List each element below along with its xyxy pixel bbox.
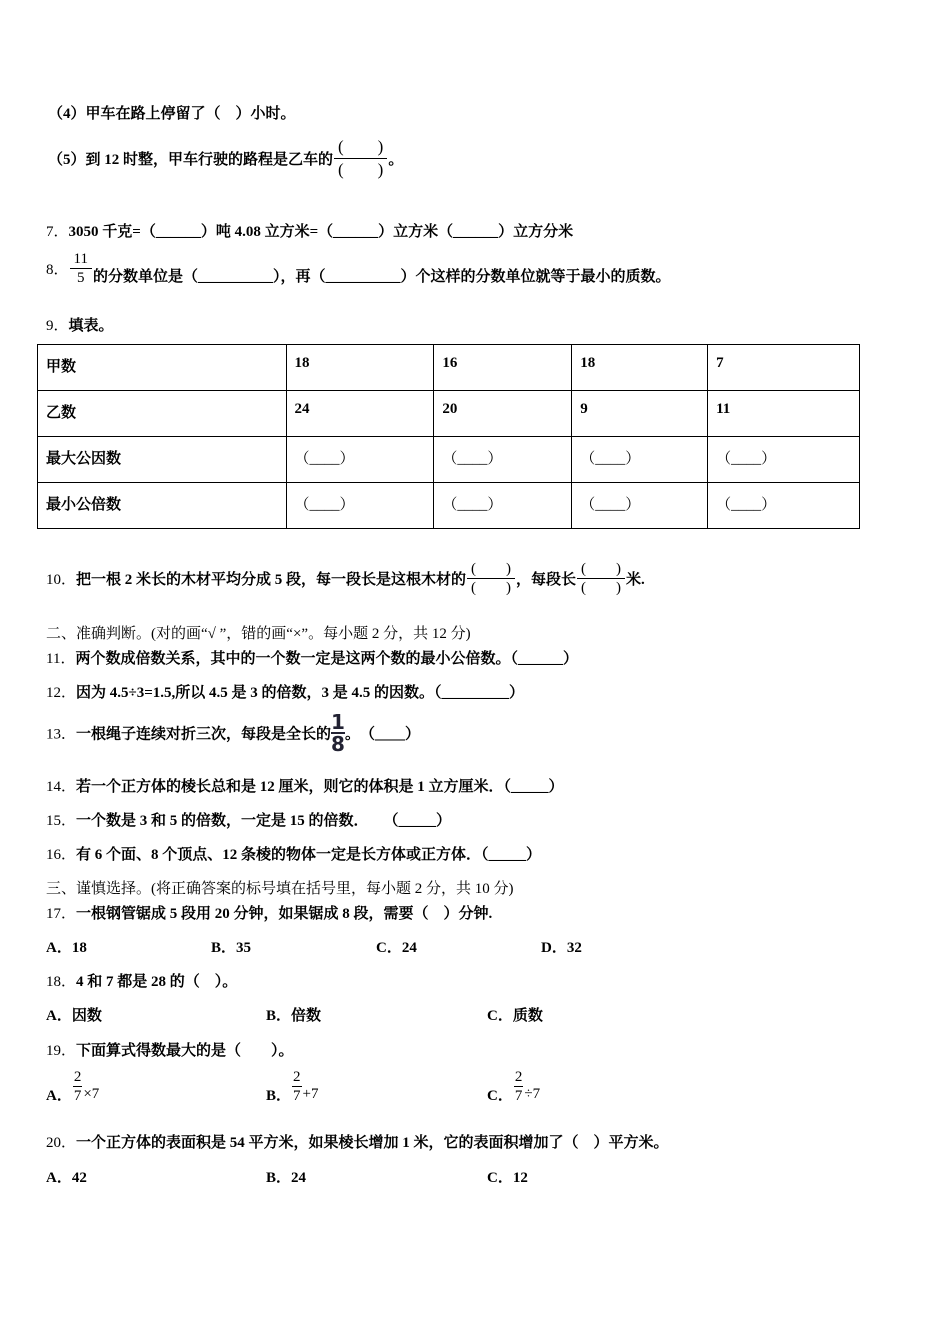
table-row — [38, 483, 860, 529]
q-number: 17． — [46, 906, 77, 922]
denominator: 7 — [73, 1088, 82, 1104]
q-text: 一根钢管锯成 5 段用 20 分钟，如果锯成 8 段，需要（ ）分钟. — [76, 906, 493, 922]
question-11 — [46, 647, 578, 668]
q-number: 10． — [46, 572, 77, 588]
fraction-2-7 — [514, 1068, 524, 1105]
q-text: 因为 4.5÷3=1.5,所以 4.5 是 3 的倍数，3 是 4.5 的因数。（_________） — [76, 685, 525, 701]
q-number: 20． — [46, 1135, 77, 1151]
row-header: 最小公倍数 — [38, 483, 287, 529]
table-cell[interactable]: （____） — [286, 483, 434, 529]
question-8 — [46, 250, 670, 287]
option-c[interactable] — [487, 1068, 540, 1105]
q-number: 7． — [46, 224, 69, 240]
denominator-blank: ( ) — [581, 580, 622, 596]
q-number: 19． — [46, 1043, 77, 1059]
q-text: 下面算式得数最大的是（ ）。 — [76, 1043, 294, 1059]
q6-part5 — [48, 136, 403, 181]
option-label: B． — [266, 1088, 292, 1104]
denominator-blank: ( ) — [338, 160, 384, 179]
numerator-blank: ( ) — [467, 560, 515, 579]
option-c[interactable]: C．12 — [487, 1170, 528, 1186]
numerator: 2 — [293, 1069, 301, 1085]
q-text: 一根绳子连续对折三次，每段是全长的 — [76, 726, 332, 743]
table-row — [38, 345, 860, 391]
q-number: 16． — [46, 847, 77, 863]
question-18 — [46, 970, 237, 991]
section-3-heading: 三、谨慎选择。(将正确答案的标号填在括号里，每小题 2 分，共 10 分) — [46, 881, 514, 897]
table-row — [38, 391, 860, 437]
option-a[interactable] — [46, 1068, 99, 1105]
q-text: 填表。 — [68, 318, 114, 334]
numerator: 1 — [331, 710, 345, 734]
numerator-blank: ( ) — [334, 136, 387, 159]
option-b[interactable] — [266, 1068, 318, 1105]
question-14 — [46, 775, 564, 796]
q-text: ，每段长 — [516, 572, 577, 588]
denominator-blank: ( ) — [471, 580, 512, 596]
q-text: 4 和 7 都是 28 的（ ）。 — [76, 974, 238, 990]
fraction-2-7 — [292, 1068, 302, 1105]
numerator-blank: ( ) — [577, 560, 625, 579]
q-number: 12． — [46, 685, 77, 701]
numerator: 11 — [70, 250, 92, 269]
table-cell: 24 — [286, 391, 434, 437]
q-text: 3050 千克=（______）吨 4.08 立方米=（______）立方米（______）立方分米 — [68, 224, 574, 240]
table-cell[interactable]: （____） — [572, 437, 708, 483]
option-b[interactable]: B．35 — [211, 940, 252, 956]
q-number: 13． — [46, 726, 77, 743]
question-20 — [46, 1131, 669, 1152]
option-label: C． — [487, 1088, 513, 1104]
denominator: 7 — [293, 1088, 301, 1104]
row-header: 甲数 — [38, 345, 287, 391]
q-text: 一个正方体的表面积是 54 平方米，如果棱长增加 1 米，它的表面积增加了（ ）平方米。 — [76, 1135, 669, 1151]
table-cell: 16 — [434, 345, 572, 391]
table-cell: 18 — [286, 345, 434, 391]
punct: 。 — [388, 152, 404, 168]
option-a[interactable]: A．18 — [46, 940, 87, 956]
q-number: 15． — [46, 813, 77, 829]
operation: ÷7 — [524, 1086, 541, 1102]
fill-table — [37, 344, 860, 529]
option-c[interactable]: C．质数 — [487, 1008, 543, 1024]
question-10 — [46, 560, 645, 597]
answer-fraction-blank[interactable] — [577, 560, 625, 597]
q-number: 14． — [46, 779, 77, 795]
q-text: 。 （____） — [344, 726, 420, 743]
q-text: 有 6 个面、8 个顶点、12 条棱的物体一定是长方体或正方体．（_____） — [76, 847, 542, 863]
q-number: 8． — [46, 262, 69, 278]
q-text: 两个数成倍数关系，其中的一个数一定是这两个数的最小公倍数。（______） — [75, 651, 578, 667]
table-cell[interactable]: （____） — [572, 483, 708, 529]
q-number: 9． — [46, 318, 69, 334]
denominator: 7 — [514, 1088, 523, 1104]
table-cell: 7 — [708, 345, 860, 391]
question-7 — [46, 220, 573, 241]
denominator: 8 — [331, 732, 345, 756]
question-17 — [46, 902, 492, 923]
operation: ×7 — [83, 1086, 100, 1102]
option-label: A． — [46, 1088, 72, 1104]
table-cell: 20 — [434, 391, 572, 437]
numerator: 2 — [73, 1069, 82, 1085]
fraction-2-7 — [73, 1068, 83, 1105]
option-b[interactable]: B．倍数 — [266, 1008, 322, 1024]
q-number: 18． — [46, 974, 77, 990]
q-number: 11． — [46, 651, 76, 667]
q-text: 一个数是 3 和 5 的倍数，一定是 15 的倍数． （_____） — [76, 813, 452, 829]
question-19 — [46, 1039, 294, 1060]
option-d[interactable]: D．32 — [541, 940, 582, 956]
q6-part5-text: （5）到 12 时整，甲车行驶的路程是乙车的 — [48, 152, 334, 168]
answer-fraction-blank[interactable] — [467, 560, 515, 597]
fraction-11-5 — [70, 250, 92, 287]
numerator: 2 — [514, 1069, 523, 1085]
option-c[interactable]: C．24 — [376, 940, 417, 956]
question-12 — [46, 681, 524, 702]
row-header: 最大公因数 — [38, 437, 287, 483]
table-row — [38, 437, 860, 483]
question-16 — [46, 843, 541, 864]
question-15 — [46, 809, 451, 830]
q6-part4: （4）甲车在路上停留了（ ）小时。 — [48, 106, 296, 122]
option-a[interactable]: A．因数 — [46, 1008, 102, 1024]
question-13 — [46, 712, 420, 754]
denominator: 5 — [76, 270, 85, 286]
table-cell[interactable]: （____） — [286, 437, 434, 483]
q-text: 米. — [626, 572, 645, 588]
table-cell[interactable]: （____） — [434, 437, 572, 483]
table-cell: 9 — [572, 391, 708, 437]
table-cell[interactable]: （____） — [708, 437, 860, 483]
q-text: 若一个正方体的棱长总和是 12 厘米，则它的体积是 1 立方厘米．（_____） — [76, 779, 564, 795]
table-cell[interactable]: （____） — [434, 483, 572, 529]
question-9 — [46, 314, 114, 335]
table-cell: 11 — [708, 391, 860, 437]
table-cell: 18 — [572, 345, 708, 391]
answer-fraction-blank[interactable] — [334, 136, 387, 181]
section-2-heading: 二、准确判断。(对的画“√ ”，错的画“×”。每小题 2 分，共 12 分) — [46, 626, 471, 642]
option-a[interactable]: A．42 — [46, 1170, 87, 1186]
operation: +7 — [302, 1086, 319, 1102]
q-text: 的分数单位是（__________），再（__________）个这样的分数单位就等于最小的质数。 — [92, 269, 671, 285]
row-header: 乙数 — [38, 391, 287, 437]
option-b[interactable]: B．24 — [266, 1170, 307, 1186]
fraction-1-8 — [331, 712, 345, 754]
q-text: 把一根 2 米长的木材平均分成 5 段，每一段长是这根木材的 — [76, 572, 467, 588]
table-cell[interactable]: （____） — [708, 483, 860, 529]
